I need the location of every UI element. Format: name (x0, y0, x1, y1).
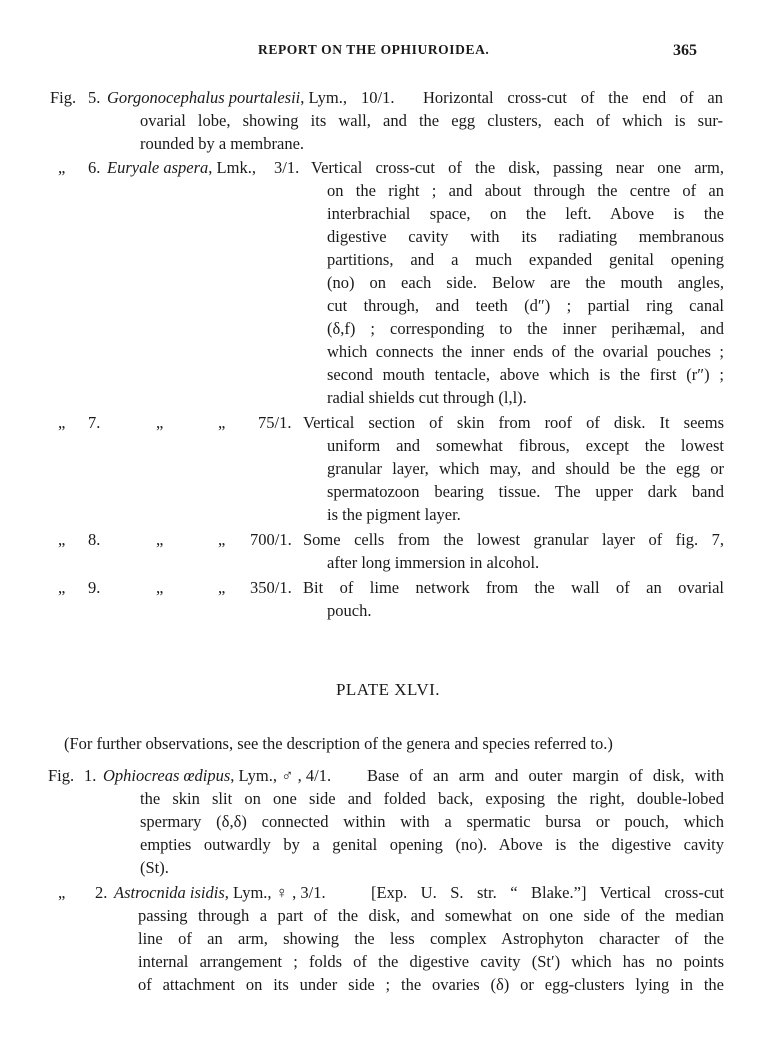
caption-line: (δ,f) ; corresponding to the inner perihæmal, and (327, 319, 724, 338)
ditto-mark: „ (58, 158, 66, 177)
species-name: Gorgonocephalus pourtalesii (107, 88, 301, 107)
fig-number: 6. (88, 158, 101, 177)
magnification: 10/1. (361, 88, 395, 107)
magnification: 3/1. (300, 883, 326, 902)
running-head (0, 42, 776, 64)
caption-line: partitions, and a much expanded genital opening (327, 250, 724, 269)
caption-line: empties outwardly by a genital opening (no). Above is the digestive cavity (140, 835, 724, 854)
species-name: Euryale aspera (107, 158, 209, 177)
magnification: 350/1. (250, 578, 292, 597)
caption-line: line of an arm, showing the less complex Astrophyton character of the (138, 929, 724, 948)
magnification: 700/1. (250, 530, 292, 549)
ditto-mark: „ (58, 413, 66, 432)
caption-line: is the pigment layer. (327, 505, 461, 524)
sex-symbol: ♀ , (275, 883, 297, 902)
running-head-title: REPORT ON THE OPHIUROIDEA. (258, 42, 490, 57)
caption-line: which connects the inner ends of the ovarial pouches ; (327, 342, 724, 361)
species-name: Ophiocreas œdipus (103, 766, 231, 785)
species-author: , Lym., ♀ , 3/1. (224, 883, 326, 902)
ditto-author: „ (218, 578, 226, 597)
sex-symbol: ♂ , (281, 766, 302, 785)
species-author: , Lym., ♂ , 4/1. (230, 766, 332, 785)
ditto-author: „ (218, 530, 226, 549)
caption-line: Bit of lime network from the wall of an ovarial (303, 578, 724, 597)
magnification: 4/1. (305, 766, 332, 785)
fig-number: 1. (84, 766, 97, 785)
caption-line: Horizontal cross-cut of the end of an (423, 88, 723, 107)
fig-number: 2. (95, 883, 108, 902)
caption-line: (no) on each side. Below are the mouth angles, (327, 273, 724, 292)
caption-line: the skin slit on one side and folded back, exposing the right, double-lobed (140, 789, 724, 808)
caption-line: spermary (δ,δ) connected within with a spermatic bursa or pouch, which (140, 812, 724, 831)
caption-line: internal arrangement ; folds of the digestive cavity (St′) which has no points (138, 952, 724, 971)
caption-line: on the right ; and about through the centre of an (327, 181, 724, 200)
caption-line: interbrachial space, on the left. Above is the (327, 204, 724, 223)
caption-line: [Exp. U. S. str. “ Blake.”] Vertical cross-cut (371, 883, 724, 902)
ditto-species: „ (156, 413, 164, 432)
caption-line: Base of an arm and outer margin of disk, with (367, 766, 724, 785)
caption-line: spermatozoon bearing tissue. The upper dark band (327, 482, 724, 501)
caption-line: of attachment on its under side ; the ovaries (δ) or egg-clusters lying in the (138, 975, 724, 994)
caption-line: passing through a part of the disk, and somewhat on one side of the median (138, 906, 724, 925)
fig-label: Fig. (50, 88, 77, 107)
caption-line: cut through, and teeth (d″) ; partial ring canal (327, 296, 724, 315)
caption-line: pouch. (327, 601, 372, 620)
fig-number: 7. (88, 413, 101, 432)
caption-line: (St). (140, 858, 169, 877)
caption-line: uniform and somewhat fibrous, except the lowest (327, 436, 724, 455)
plate-note: (For further observations, see the description of the genera and species referred to.) (64, 734, 613, 753)
ditto-species: „ (156, 578, 164, 597)
fig-number: 5. (88, 88, 101, 107)
caption-line: rounded by a membrane. (140, 134, 305, 153)
ditto-mark: „ (58, 578, 66, 597)
caption-line: after long immersion in alcohol. (327, 553, 540, 572)
caption-line: Some cells from the lowest granular layer of fig. 7, (303, 530, 724, 549)
fig-number: 9. (88, 578, 101, 597)
fig-label: Fig. (48, 766, 75, 785)
caption-line: Vertical cross-cut of the disk, passing near one arm, (311, 158, 724, 177)
caption-line: digestive cavity with its radiating membranous (327, 227, 724, 246)
caption-line: Vertical section of skin from roof of disk. It seems (303, 413, 724, 432)
fig-number: 8. (88, 530, 101, 549)
page-number: 365 (673, 42, 697, 59)
ditto-mark: „ (58, 530, 66, 549)
plate-heading: PLATE XLVI. (335, 680, 441, 699)
caption-line: granular layer, which may, and should be the egg or (327, 459, 724, 478)
species-author: , Lmk., (208, 158, 256, 177)
species-name: Astrocnida isidis (114, 883, 225, 902)
ditto-species: „ (156, 530, 164, 549)
ditto-mark: „ (58, 883, 66, 902)
caption-line: radial shields cut through (l,l). (327, 388, 527, 407)
species-author: , Lym., (300, 88, 348, 107)
caption-line: ovarial lobe, showing its wall, and the egg clusters, each of which is sur- (140, 111, 723, 130)
magnification: 3/1. (274, 158, 300, 177)
caption-line: second mouth tentacle, above which is the first (r″) ; (327, 365, 724, 384)
magnification: 75/1. (258, 413, 292, 432)
ditto-author: „ (218, 413, 226, 432)
